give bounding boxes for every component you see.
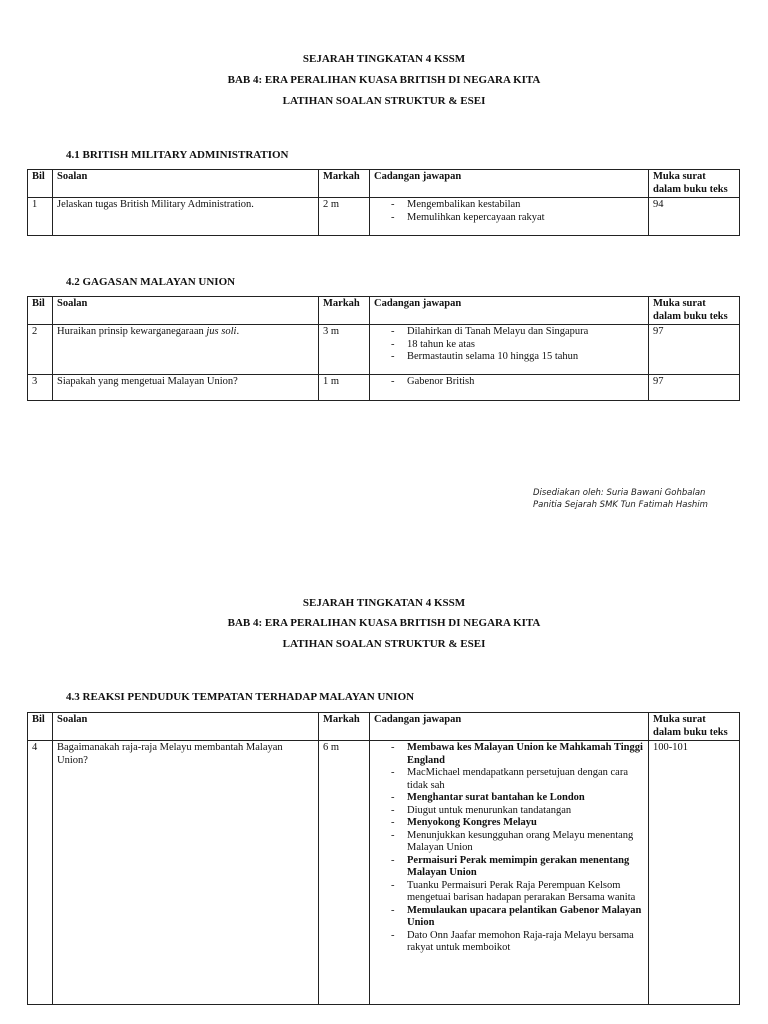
row-soalan <box>53 325 319 375</box>
table-4-3 <box>27 712 740 1005</box>
doc-title: SEJARAH TINGKATAN 4 KSSM <box>302 53 466 65</box>
table-row <box>28 325 740 375</box>
answer-item: - Memulihkan kepercayaan rakyat <box>374 212 644 225</box>
col-bil: Bil <box>28 170 53 198</box>
row-soalan: Bagaimanakah raja-raja Melayu membantah Malayan Union? <box>53 741 319 1005</box>
row-muka: 100-101 <box>649 741 740 1005</box>
row-markah: 1 m <box>319 375 370 401</box>
section-title-4-1: 4.1 BRITISH MILITARY ADMINISTRATION <box>66 149 289 161</box>
answer-item: - Tuanku Permaisuri Perak Raja Perempuan Kelsom mengetuai barisan hadapan perarakan Bersama wanita <box>374 880 644 905</box>
exercise-title-2: LATIHAN SOALAN STRUKTUR & ESEI <box>282 638 486 650</box>
prepared-by: Disediakan oleh: Suria Bawani Gohbalan <box>533 488 706 498</box>
answer-item: - Menghantar surat bantahan ke London <box>374 792 644 805</box>
row-cadangan <box>370 375 649 401</box>
row-cadangan <box>370 198 649 236</box>
answer-item: - Dilahirkan di Tanah Melayu dan Singapura <box>374 326 644 339</box>
answer-item: - Permaisuri Perak memimpin gerakan menentang Malayan Union <box>374 855 644 880</box>
row-cadangan <box>370 325 649 375</box>
table-row <box>28 198 740 236</box>
row-soalan: Siapakah yang mengetuai Malayan Union? <box>53 375 319 401</box>
soalan-term: jus soli <box>206 326 237 337</box>
row-bil: 3 <box>28 375 53 401</box>
soalan-end: . <box>236 326 240 337</box>
table-header-row <box>28 170 740 198</box>
col-cadangan: Cadangan jawapan <box>370 297 649 325</box>
answer-item: - Bermastautin selama 10 hingga 15 tahun <box>374 351 644 364</box>
doc-title-2: SEJARAH TINGKATAN 4 KSSM <box>302 597 466 609</box>
table-header-row <box>28 297 740 325</box>
col-bil: Bil <box>28 713 53 741</box>
table-row <box>28 741 740 1005</box>
answer-item: - Gabenor British <box>374 376 644 389</box>
col-muka: Muka surat dalam buku teks <box>649 713 740 741</box>
table-row <box>28 375 740 401</box>
row-bil: 4 <box>28 741 53 1005</box>
col-soalan: Soalan <box>53 170 319 198</box>
col-muka: Muka surat dalam buku teks <box>649 297 740 325</box>
section-title-4-2: 4.2 GAGASAN MALAYAN UNION <box>66 276 236 288</box>
section-title-4-3: 4.3 REAKSI PENDUDUK TEMPATAN TERHADAP MALAYAN UNION <box>66 691 415 703</box>
col-cadangan: Cadangan jawapan <box>370 713 649 741</box>
chapter-title: BAB 4: ERA PERALIHAN KUASA BRITISH DI NEGARA KITA <box>227 74 541 86</box>
row-muka: 97 <box>649 375 740 401</box>
row-cadangan <box>370 741 649 1005</box>
answer-item: - Menunjukkan kesungguhan orang Melayu menentang Malayan Union <box>374 830 644 855</box>
table-4-1 <box>27 169 740 236</box>
answer-item: - Diugut untuk menurunkan tandatangan <box>374 805 644 818</box>
row-markah: 2 m <box>319 198 370 236</box>
col-muka: Muka surat dalam buku teks <box>649 170 740 198</box>
col-bil: Bil <box>28 297 53 325</box>
row-muka: 97 <box>649 325 740 375</box>
answer-item: - Memulaukan upacara pelantikan Gabenor Malayan Union <box>374 905 644 930</box>
answer-item: - Mengembalikan kestabilan <box>374 199 644 212</box>
table-header-row <box>28 713 740 741</box>
panel-name: Panitia Sejarah SMK Tun Fatimah Hashim <box>533 500 708 510</box>
answer-item: - Membawa kes Malayan Union ke Mahkamah Tinggi England <box>374 742 644 767</box>
col-cadangan: Cadangan jawapan <box>370 170 649 198</box>
answer-item: - Dato Onn Jaafar memohon Raja-raja Melayu bersama rakyat untuk memboikot <box>374 930 644 955</box>
col-markah: Markah <box>319 297 370 325</box>
chapter-title-2: BAB 4: ERA PERALIHAN KUASA BRITISH DI NEGARA KITA <box>227 617 541 629</box>
row-markah: 3 m <box>319 325 370 375</box>
answer-item: - 18 tahun ke atas <box>374 339 644 352</box>
col-markah: Markah <box>319 170 370 198</box>
row-soalan: Jelaskan tugas British Military Administration. <box>53 198 319 236</box>
row-bil: 2 <box>28 325 53 375</box>
table-4-2 <box>27 296 740 401</box>
col-markah: Markah <box>319 713 370 741</box>
col-soalan: Soalan <box>53 297 319 325</box>
soalan-text: Huraikan prinsip kewarganegaraan <box>57 326 207 337</box>
row-markah: 6 m <box>319 741 370 1005</box>
row-bil: 1 <box>28 198 53 236</box>
exercise-title: LATIHAN SOALAN STRUKTUR & ESEI <box>282 95 486 107</box>
col-soalan: Soalan <box>53 713 319 741</box>
answer-item: - MacMichael mendapatkann persetujuan dengan cara tidak sah <box>374 767 644 792</box>
row-muka: 94 <box>649 198 740 236</box>
answer-item: - Menyokong Kongres Melayu <box>374 817 644 830</box>
